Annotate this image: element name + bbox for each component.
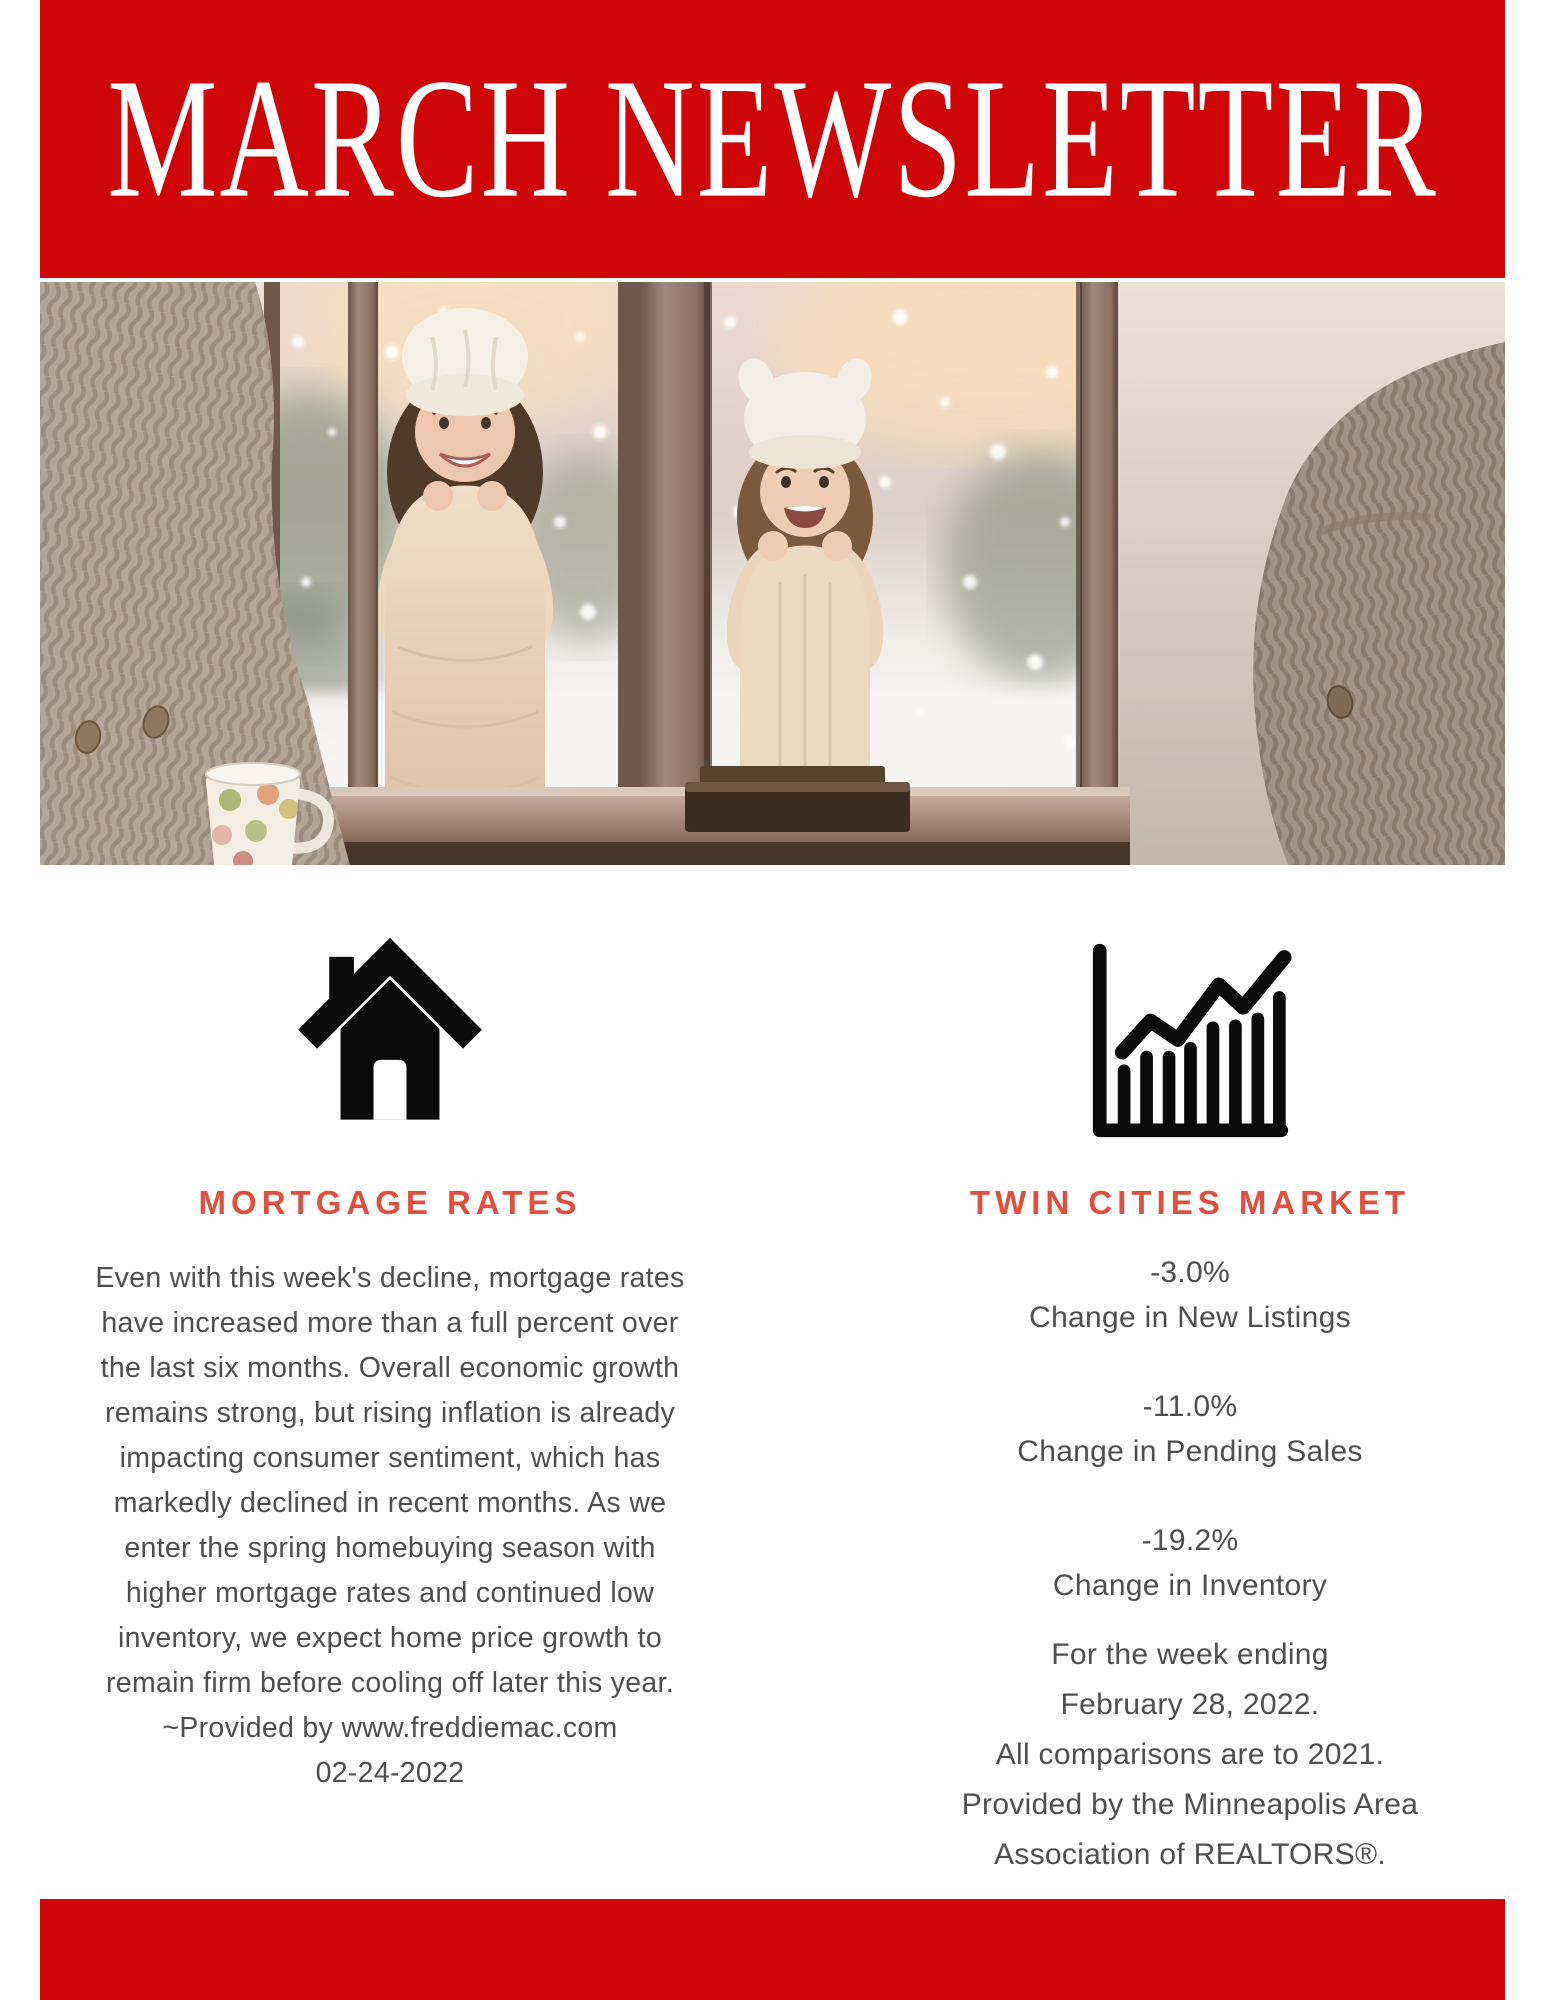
stat-value: -11.0%	[1142, 1390, 1238, 1423]
stat-value: -19.2%	[1141, 1524, 1239, 1557]
winter-photo-graphic	[40, 282, 1505, 865]
stat-pending-sales	[875, 1384, 1505, 1474]
footnote-line: For the week ending	[1051, 1638, 1329, 1671]
mortgage-paragraph: Even with this week's decline, mortgage rates have increased more than a full percent over the last six months. Overall economic growth remains strong, but rising inflation is already impacting consumer sentiment, which has markedly declined in recent months. As we enter the spring homebuying season with higher mortgage rates and continued low inventory, we expect home price growth to remain firm before cooling off later this year.	[95, 1262, 685, 1699]
footnote-line: All comparisons are to 2021.	[995, 1738, 1385, 1771]
market-footnote	[875, 1630, 1505, 1880]
footnote-line: February 28, 2022.	[1060, 1688, 1320, 1721]
bottom-red-bar	[40, 1899, 1505, 2000]
mortgage-source: ~Provided by www.freddiemac.com	[162, 1712, 618, 1744]
market-section	[875, 865, 1505, 1880]
bar-chart-icon	[1088, 937, 1293, 1142]
market-stats	[875, 1250, 1505, 1608]
newsletter-title: MARCH NEWSLETTER	[107, 43, 1438, 233]
mortgage-heading: MORTGAGE RATES	[198, 1184, 582, 1221]
winter-photo	[40, 282, 1505, 865]
stat-label: Change in New Listings	[1029, 1301, 1351, 1334]
mortgage-text-block	[92, 1256, 688, 1796]
bar-chart-icon-wrap	[875, 920, 1505, 1142]
stat-new-listings	[875, 1250, 1505, 1340]
mortgage-section	[40, 865, 740, 1796]
books	[685, 766, 910, 832]
stat-value: -3.0%	[1150, 1256, 1230, 1289]
stat-inventory	[875, 1518, 1505, 1608]
footnote-line: Association of REALTORS®.	[994, 1838, 1386, 1871]
market-heading: TWIN CITIES MARKET	[969, 1184, 1411, 1221]
title-banner	[40, 0, 1505, 278]
house-icon	[287, 920, 493, 1142]
stat-label: Change in Pending Sales	[1017, 1435, 1363, 1468]
footnote-line: Provided by the Minneapolis Area	[961, 1788, 1419, 1821]
stat-label: Change in Inventory	[1052, 1569, 1328, 1602]
mortgage-date: 02-24-2022	[315, 1757, 465, 1789]
house-icon-wrap	[40, 920, 740, 1142]
